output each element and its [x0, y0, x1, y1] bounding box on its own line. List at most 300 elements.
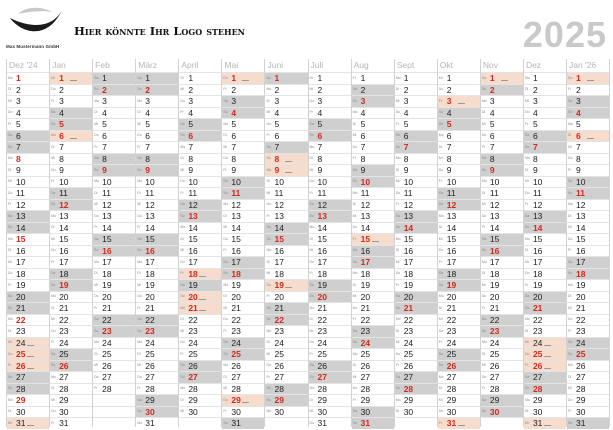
day-cell — [179, 291, 221, 303]
day-cell — [50, 222, 92, 234]
day-cell — [50, 394, 92, 406]
day-number: 19 — [188, 280, 198, 290]
weekday-abbr: So — [8, 144, 13, 149]
day-cell — [524, 302, 566, 314]
day-cell — [438, 371, 480, 383]
weekday-abbr: So — [137, 328, 142, 333]
weekday-abbr: Mi — [51, 317, 55, 321]
day-number: 11 — [16, 188, 25, 198]
day-cell — [136, 222, 178, 234]
weekday-abbr: Fr — [568, 409, 572, 413]
day-cell — [309, 291, 351, 303]
month-label: März — [138, 60, 158, 70]
day-cell — [222, 256, 264, 268]
day-cell — [567, 394, 609, 406]
day-number: 28 — [446, 383, 457, 394]
weekday-abbr: Mo — [8, 317, 13, 321]
day-cell — [179, 337, 221, 349]
weekday-abbr: Fr — [94, 386, 98, 390]
day-cell — [93, 164, 135, 176]
day-cell — [524, 245, 566, 257]
day-number: 8 — [446, 153, 452, 164]
day-cell — [567, 291, 609, 303]
day-number: 26 — [188, 360, 198, 371]
day-cell — [481, 383, 523, 395]
day-cell — [481, 256, 523, 268]
day-number: 16 — [576, 245, 586, 256]
day-number: 27 — [102, 372, 112, 382]
day-cell — [395, 383, 437, 395]
day-number: 4 — [317, 107, 323, 118]
day-cell — [50, 153, 92, 165]
weekday-abbr: Mo — [180, 144, 186, 149]
day-cell — [179, 348, 221, 360]
day-cell — [524, 279, 566, 291]
day-cell — [481, 394, 523, 406]
weekday-abbr: Do — [223, 397, 228, 402]
day-number: 5 — [360, 119, 366, 129]
day-cell — [179, 72, 221, 84]
weekday-abbr: Fr — [8, 121, 12, 126]
day-number: 8 — [59, 153, 64, 164]
day-cell — [395, 118, 437, 130]
weekday-abbr: Mi — [180, 167, 185, 172]
day-number: 23 — [446, 326, 457, 336]
day-number: 14 — [403, 222, 414, 233]
day-cell — [7, 141, 49, 153]
day-cell — [438, 199, 480, 211]
weekday-abbr: Sa — [266, 305, 271, 310]
day-cell — [179, 360, 221, 372]
day-number: 30 — [360, 406, 371, 417]
weekday-abbr: Sa — [180, 363, 185, 367]
weekday-abbr: Sa — [8, 133, 13, 137]
day-number: 8 — [317, 153, 323, 164]
day-number: 19 — [231, 280, 241, 290]
day-cell — [438, 210, 480, 222]
day-number: 8 — [576, 153, 581, 164]
weekday-abbr: Di — [309, 156, 313, 160]
day-cell — [352, 302, 394, 314]
month-column — [49, 59, 92, 427]
day-cell — [395, 348, 437, 360]
weekday-abbr: Mi — [94, 202, 98, 206]
day-cell — [352, 176, 394, 188]
day-number: 10 — [274, 176, 284, 187]
day-cell — [222, 130, 264, 142]
weekday-abbr: Mo — [8, 397, 13, 402]
day-cell — [524, 141, 566, 153]
weekday-abbr: Mi — [395, 179, 400, 183]
day-cell — [567, 337, 609, 349]
day-cell — [438, 302, 480, 314]
day-number: 2 — [188, 84, 194, 95]
day-number: 30 — [446, 406, 457, 417]
day-cell — [567, 141, 609, 153]
day-number: 3 — [403, 96, 409, 106]
day-number: 26 — [145, 360, 155, 371]
weekday-abbr: Sa — [395, 213, 400, 218]
weekday-abbr: Di — [352, 363, 356, 367]
day-number: 5 — [145, 119, 150, 129]
day-number: 23 — [16, 326, 26, 336]
weekday-abbr: Do — [438, 87, 444, 91]
day-number: 17 — [317, 257, 328, 267]
day-cell — [136, 141, 178, 153]
day-number: 11 — [102, 188, 111, 198]
day-cell — [50, 371, 92, 383]
day-number: 12 — [403, 199, 414, 210]
day-number: 29 — [403, 395, 414, 405]
day-cell — [179, 141, 221, 153]
day-number: 2 — [446, 84, 452, 95]
weekday-abbr: Mi — [180, 409, 185, 413]
weekday-abbr: Mi — [223, 386, 228, 390]
holiday-marker — [458, 103, 465, 104]
day-cell — [309, 187, 351, 199]
day-cell — [265, 153, 307, 165]
day-number: 3 — [576, 96, 581, 106]
day-number: 14 — [231, 222, 241, 233]
weekday-abbr: Do — [438, 167, 444, 172]
weekday-abbr: So — [8, 225, 13, 229]
day-cell — [50, 84, 92, 96]
day-number: 25 — [145, 349, 155, 359]
day-number: 5 — [59, 119, 64, 129]
empty-day-cell — [179, 417, 221, 429]
weekday-abbr: Do — [8, 190, 13, 195]
weekday-abbr: Do — [524, 351, 530, 356]
day-cell — [7, 222, 49, 234]
day-cell — [7, 84, 49, 96]
day-cell — [136, 233, 178, 245]
day-number: 11 — [317, 188, 327, 198]
weekday-abbr: Sa — [51, 190, 56, 195]
day-number: 19 — [360, 280, 371, 290]
weekday-abbr: Sa — [51, 110, 56, 114]
day-number: 22 — [59, 314, 69, 325]
day-cell — [222, 406, 264, 418]
day-cell — [265, 245, 307, 257]
day-cell — [93, 187, 135, 199]
day-cell — [352, 233, 394, 245]
day-number: 15 — [274, 234, 284, 244]
day-cell — [7, 187, 49, 199]
day-number: 4 — [59, 107, 64, 118]
day-number: 1 — [231, 73, 237, 83]
weekday-abbr: So — [352, 259, 357, 264]
day-cell — [481, 130, 523, 142]
day-number: 29 — [145, 395, 155, 405]
day-number: 27 — [231, 372, 241, 382]
weekday-abbr: Do — [137, 374, 142, 379]
weekday-abbr: Mo — [309, 225, 315, 229]
day-cell — [222, 291, 264, 303]
weekday-abbr: So — [352, 420, 357, 425]
day-cell — [7, 291, 49, 303]
day-number: 2 — [403, 84, 409, 95]
day-number: 13 — [403, 211, 414, 221]
day-number: 23 — [274, 326, 284, 336]
day-cell — [395, 325, 437, 337]
weekday-abbr: Di — [309, 75, 313, 80]
weekday-abbr: Di — [568, 294, 572, 298]
weekday-abbr: Fr — [395, 121, 400, 126]
weekday-abbr: Sa — [438, 271, 444, 275]
day-cell — [179, 153, 221, 165]
day-number: 22 — [102, 314, 112, 325]
day-number: 18 — [274, 268, 284, 279]
weekday-abbr: Sa — [568, 98, 573, 103]
weekday-abbr: Do — [481, 133, 487, 137]
day-cell — [524, 118, 566, 130]
day-cell — [7, 256, 49, 268]
weekday-abbr: Sa — [266, 144, 271, 149]
day-number: 2 — [145, 84, 150, 95]
day-cell — [567, 72, 609, 84]
day-number: 18 — [16, 268, 26, 279]
day-number: 11 — [145, 188, 155, 198]
day-number: 27 — [360, 372, 371, 382]
day-number: 31 — [16, 418, 26, 428]
weekday-abbr: So — [568, 110, 573, 114]
weekday-abbr: So — [481, 167, 487, 172]
day-cell — [93, 222, 135, 234]
weekday-abbr: Sa — [481, 236, 487, 241]
day-cell — [524, 187, 566, 199]
day-number: 7 — [532, 142, 538, 152]
weekday-abbr: Mo — [266, 328, 272, 333]
weekday-abbr: Mi — [352, 294, 357, 298]
day-cell — [179, 84, 221, 96]
day-number: 22 — [16, 314, 26, 325]
day-cell — [50, 383, 92, 395]
day-number: 13 — [231, 211, 241, 221]
day-cell — [438, 153, 480, 165]
weekday-abbr: Fr — [395, 202, 400, 206]
day-number: 3 — [16, 96, 21, 106]
weekday-abbr: Do — [137, 294, 142, 298]
day-number: 24 — [446, 337, 457, 348]
day-cell — [481, 279, 523, 291]
weekday-abbr: Do — [309, 179, 315, 183]
day-cell — [524, 268, 566, 280]
day-number: 18 — [145, 268, 155, 279]
day-number: 12 — [274, 199, 284, 210]
weekday-abbr: Fr — [352, 236, 356, 241]
day-cell — [136, 325, 178, 337]
weekday-abbr: Fr — [481, 225, 486, 229]
day-number: 21 — [16, 303, 26, 313]
day-cell — [222, 187, 264, 199]
day-cell — [395, 268, 437, 280]
day-number: 27 — [403, 372, 414, 382]
day-cell — [395, 371, 437, 383]
day-cell — [7, 337, 49, 349]
day-number: 2 — [59, 84, 64, 95]
day-cell — [395, 199, 437, 211]
weekday-abbr: Do — [568, 397, 573, 402]
day-number: 1 — [489, 73, 495, 83]
weekday-abbr: Mo — [524, 75, 530, 80]
day-number: 14 — [360, 222, 371, 233]
weekday-abbr: Do — [137, 133, 142, 137]
day-cell — [438, 84, 480, 96]
weekday-abbr: Mo — [352, 351, 358, 356]
day-number: 10 — [489, 176, 500, 187]
day-number: 21 — [145, 303, 155, 313]
day-number: 22 — [231, 314, 241, 325]
day-number: 11 — [360, 188, 370, 198]
day-number: 21 — [274, 303, 284, 313]
weekday-abbr: Fr — [568, 167, 572, 172]
day-number: 2 — [360, 84, 366, 95]
day-cell — [136, 337, 178, 349]
weekday-abbr: Fr — [309, 110, 313, 114]
weekday-abbr: Fr — [568, 328, 572, 333]
weekday-abbr: Mi — [438, 397, 443, 402]
day-number: 24 — [403, 337, 414, 348]
day-number: 16 — [16, 245, 26, 256]
weekday-abbr: Fr — [438, 179, 443, 183]
day-number: 29 — [274, 395, 284, 405]
day-number: 9 — [317, 165, 323, 175]
day-number: 12 — [145, 199, 155, 210]
empty-day-cell — [93, 417, 135, 429]
weekday-abbr: Mi — [137, 363, 141, 367]
weekday-abbr: Di — [94, 271, 98, 275]
day-number: 8 — [489, 153, 495, 164]
day-cell — [524, 84, 566, 96]
weekday-abbr: Sa — [8, 374, 13, 379]
day-number: 7 — [360, 142, 366, 152]
day-number: 18 — [231, 268, 241, 279]
weekday-abbr: So — [309, 374, 314, 379]
month-label: Nov — [482, 60, 498, 70]
day-cell — [309, 164, 351, 176]
weekday-abbr: Sa — [568, 340, 573, 344]
day-number: 11 — [231, 188, 241, 198]
weekday-abbr: Di — [568, 374, 572, 379]
weekday-abbr: Mi — [137, 202, 141, 206]
day-cell — [50, 141, 92, 153]
day-number: 15 — [532, 234, 543, 244]
day-cell — [524, 314, 566, 326]
day-number: 25 — [16, 349, 26, 359]
weekday-abbr: Mi — [438, 236, 443, 241]
day-cell — [136, 84, 178, 96]
day-cell — [481, 95, 523, 107]
day-cell — [524, 107, 566, 119]
day-number: 29 — [188, 395, 198, 405]
weekday-abbr: Mi — [568, 305, 572, 310]
weekday-abbr: Mo — [180, 305, 186, 310]
weekday-abbr: Mo — [568, 121, 573, 126]
day-cell — [438, 164, 480, 176]
weekday-abbr: So — [94, 328, 99, 333]
month-label: April — [181, 60, 199, 70]
weekday-abbr: Sa — [481, 397, 487, 402]
weekday-abbr: Mo — [51, 213, 56, 218]
day-cell — [136, 130, 178, 142]
day-number: 6 — [274, 130, 280, 141]
day-number: 16 — [59, 245, 69, 256]
day-cell — [438, 176, 480, 188]
weekday-abbr: Do — [481, 213, 487, 218]
day-number: 5 — [274, 119, 280, 129]
day-number: 11 — [446, 188, 456, 198]
day-cell — [50, 95, 92, 107]
weekday-abbr: Mi — [309, 248, 314, 252]
day-number: 5 — [446, 119, 452, 129]
weekday-abbr: Di — [8, 409, 12, 413]
weekday-abbr: Fr — [223, 87, 227, 91]
day-number: 17 — [188, 257, 198, 267]
day-cell — [50, 279, 92, 291]
weekday-abbr: Mo — [8, 156, 13, 160]
day-number: 30 — [532, 406, 543, 417]
day-cell — [222, 153, 264, 165]
day-cell — [352, 187, 394, 199]
day-cell — [567, 417, 609, 429]
day-number: 8 — [188, 153, 194, 164]
day-cell — [93, 314, 135, 326]
day-cell — [309, 371, 351, 383]
day-number: 28 — [489, 383, 500, 394]
day-cell — [222, 360, 264, 372]
weekday-abbr: So — [180, 213, 185, 218]
weekday-abbr: Mo — [223, 363, 229, 367]
day-cell — [265, 222, 307, 234]
holiday-marker — [242, 402, 249, 403]
day-cell — [222, 233, 264, 245]
day-cell — [7, 348, 49, 360]
day-cell — [136, 107, 178, 119]
day-number: 10 — [532, 176, 543, 187]
day-cell — [50, 348, 92, 360]
day-cell — [352, 394, 394, 406]
day-number: 1 — [102, 73, 107, 83]
day-cell — [567, 153, 609, 165]
day-number: 25 — [360, 349, 371, 359]
day-cell — [438, 141, 480, 153]
day-cell — [524, 199, 566, 211]
day-number: 31 — [231, 418, 241, 428]
day-cell — [352, 153, 394, 165]
day-cell — [265, 302, 307, 314]
day-cell — [524, 394, 566, 406]
day-number: 16 — [317, 245, 328, 256]
day-cell — [524, 337, 566, 349]
day-number: 7 — [16, 142, 21, 152]
day-number: 18 — [446, 268, 457, 279]
day-number: 24 — [532, 337, 543, 348]
weekday-abbr: So — [51, 282, 56, 287]
day-number: 14 — [532, 222, 543, 233]
weekday-abbr: Do — [395, 190, 401, 195]
day-cell — [93, 176, 135, 188]
day-cell — [7, 199, 49, 211]
day-cell — [481, 325, 523, 337]
month-label: Jan — [52, 60, 66, 70]
day-number: 28 — [576, 383, 586, 394]
day-number: 7 — [59, 142, 64, 152]
weekday-abbr: Mo — [223, 121, 229, 126]
day-cell — [524, 153, 566, 165]
weekday-abbr: So — [137, 167, 142, 172]
weekday-abbr: Mo — [180, 225, 186, 229]
weekday-abbr: Di — [395, 167, 400, 172]
